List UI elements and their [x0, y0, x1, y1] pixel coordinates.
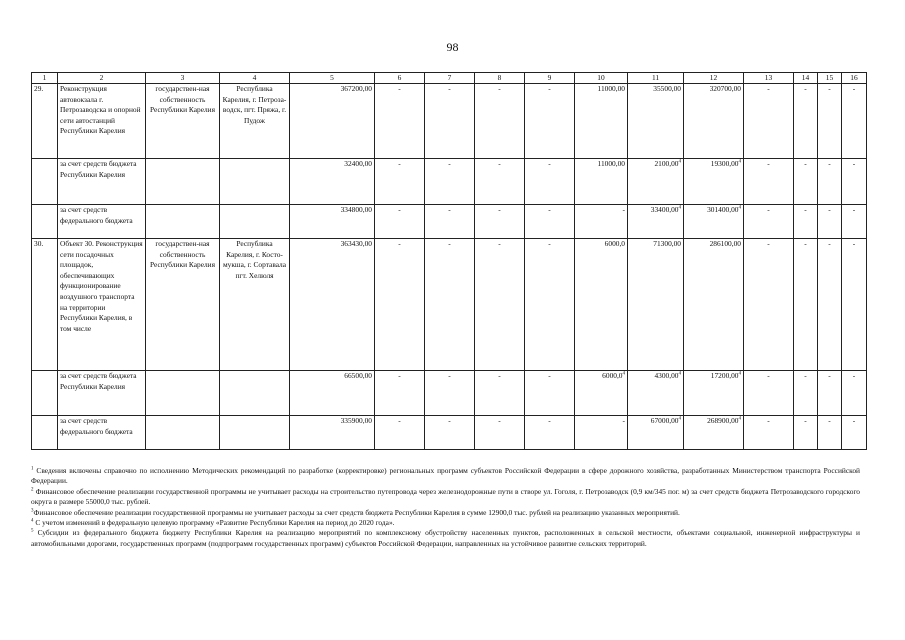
page-number: 98	[446, 40, 459, 54]
cell-text: 67000,00	[650, 416, 679, 425]
table-cell	[220, 239, 290, 371]
column-number-header: 3	[146, 73, 220, 84]
footnote	[31, 518, 860, 528]
table-cell	[842, 371, 867, 416]
table-cell	[290, 84, 375, 159]
column-number-header: 13	[744, 73, 794, 84]
table-cell	[684, 239, 744, 371]
cell-text: -	[804, 84, 807, 93]
column-number-header: 14	[794, 73, 818, 84]
footnote-number: 1	[31, 466, 34, 472]
cell-text: -	[548, 239, 551, 248]
cell-text: -	[398, 159, 401, 168]
cell-text: -	[767, 416, 770, 425]
cell-text: 29.	[34, 84, 44, 93]
footnote-text: Финансовое обеспечение реализации государственной программы не учитывает расходы на строительство путепровода через железнодорожные пути в створе ул. Гоголя, г. Петрозаводск (0,9 км/345 пог. м) за счет средств бюджета Петрозаводского городского округа в размере 55000,0 тыс. рублей.	[31, 486, 860, 507]
cell-text: -	[828, 239, 831, 248]
cell-text: 320700,00	[709, 84, 741, 93]
table-cell	[32, 205, 58, 239]
table-cell	[794, 84, 818, 159]
table-cell	[525, 84, 575, 159]
table-cell	[744, 205, 794, 239]
footnote-number: 3	[31, 508, 34, 514]
table-cell	[375, 84, 425, 159]
table-cell	[684, 416, 744, 450]
column-number-header: 2	[58, 73, 146, 84]
cell-text: -	[804, 416, 807, 425]
table-row	[32, 159, 867, 205]
table-cell	[290, 159, 375, 205]
table-cell	[475, 239, 525, 371]
cell-text: 19300,00	[710, 159, 739, 168]
table-cell	[425, 84, 475, 159]
footnote-marker: 4	[738, 371, 741, 377]
cell-text: -	[448, 416, 451, 425]
cell-text: 35500,00	[653, 84, 681, 93]
footnote-text: Субсидии из федерального бюджета бюджету Республики Карелия на реализацию мероприятий по комплексному обустройству населенных пунктов, расположенных в сельской местности, объектами социальной, инженерной инфраструктуры и автомобильными дорогами, государственных программ (подпрограмм государственных программ) субъектов Российской Федерации, направленных на устойчивое развитие сельских территорий.	[31, 528, 860, 548]
footnote	[31, 508, 860, 518]
table-cell	[425, 371, 475, 416]
cell-text: 334800,00	[340, 205, 372, 214]
cell-text: -	[398, 205, 401, 214]
table-cell	[818, 239, 842, 371]
table-cell	[744, 239, 794, 371]
table-cell	[146, 239, 220, 371]
table-cell	[842, 159, 867, 205]
table-cell	[818, 84, 842, 159]
cell-text: -	[767, 159, 770, 168]
cell-text: Объект 30. Реконструкция сети посадочных площадок, обеспечивающих функционирование воздушного транспорта на территории Республики Карелия, в том числе	[60, 239, 143, 333]
table-cell	[575, 239, 628, 371]
table-cell	[475, 371, 525, 416]
cell-text: 11000,00	[597, 159, 625, 168]
table-cell	[842, 416, 867, 450]
table-row	[32, 416, 867, 450]
cell-text: Республика Карелия, г. Петроза-водск, пгт. Пряжа, г. Пудож	[222, 84, 287, 125]
table-cell	[32, 416, 58, 450]
footnote-marker: 4	[678, 205, 681, 211]
cell-text: -	[448, 84, 451, 93]
column-number-header: 11	[628, 73, 684, 84]
cell-text: -	[767, 371, 770, 380]
cell-text: -	[828, 371, 831, 380]
table-cell	[220, 205, 290, 239]
cell-text: 2100,00	[654, 159, 679, 168]
table-cell	[58, 84, 146, 159]
footnote-marker: 4	[678, 371, 681, 377]
cell-text: 367200,00	[340, 84, 372, 93]
cell-text: -	[498, 416, 501, 425]
table-cell	[58, 159, 146, 205]
table-cell	[575, 371, 628, 416]
cell-text: -	[852, 416, 856, 425]
table-cell	[58, 239, 146, 371]
footnote-marker: 4	[738, 416, 741, 422]
table-cell	[842, 205, 867, 239]
table-cell	[375, 371, 425, 416]
cell-text: -	[852, 239, 856, 248]
table-cell	[375, 159, 425, 205]
footnote-number: 4	[31, 518, 34, 524]
footnote	[31, 487, 860, 508]
table-cell	[525, 416, 575, 450]
table-cell	[58, 371, 146, 416]
column-number-header: 10	[575, 73, 628, 84]
footnote	[31, 528, 860, 549]
cell-text: 71300,00	[653, 239, 681, 248]
cell-text: -	[398, 84, 401, 93]
table-cell	[818, 205, 842, 239]
column-number-header: 5	[290, 73, 375, 84]
cell-text: -	[852, 84, 856, 93]
cell-text: 66500,00	[344, 371, 372, 380]
cell-text: -	[804, 239, 807, 248]
cell-text: -	[548, 84, 551, 93]
table-cell	[475, 416, 525, 450]
cell-text: -	[622, 205, 625, 214]
table-cell	[425, 205, 475, 239]
table-cell	[794, 159, 818, 205]
footnote-marker: 4	[622, 371, 625, 377]
footnote-text: С учетом изменений в федеральную целевую программу «Развитие Республики Карелия на период до 2020 года».	[33, 518, 395, 528]
cell-text: -	[548, 159, 551, 168]
table-cell	[290, 205, 375, 239]
cell-text: -	[828, 159, 831, 168]
table-cell	[425, 416, 475, 450]
footnote-marker: 4	[678, 416, 681, 422]
table-cell	[525, 371, 575, 416]
table-cell	[575, 84, 628, 159]
footnote-number: 2	[31, 487, 34, 493]
table-cell	[290, 239, 375, 371]
table-row	[32, 239, 867, 371]
table-cell	[684, 159, 744, 205]
cell-text: -	[448, 371, 451, 380]
table-cell	[32, 84, 58, 159]
cell-text: за счет средств бюджета Республики Карелия	[60, 159, 137, 179]
table-cell	[818, 159, 842, 205]
table-cell	[220, 159, 290, 205]
table-cell	[220, 84, 290, 159]
table-cell	[475, 84, 525, 159]
column-number-header: 6	[375, 73, 425, 84]
cell-text: за счет средств федерального бюджета	[60, 416, 133, 436]
footnote-text: Сведения включены справочно по исполнению Методических рекомендаций по разработке (корректировке) региональных программ субъектов Российской Федерации в сфере дорожного хозяйства, разработанных Министерством транспорта Российской Федерации.	[31, 466, 860, 486]
cell-text: -	[448, 239, 451, 248]
cell-text: 17200,00	[710, 371, 739, 380]
cell-text: -	[548, 416, 551, 425]
table-cell	[575, 159, 628, 205]
table-cell	[744, 159, 794, 205]
table-cell	[425, 239, 475, 371]
table-cell	[375, 205, 425, 239]
column-number-header: 16	[842, 73, 867, 84]
footnote-marker: 4	[738, 205, 741, 211]
table-cell	[290, 371, 375, 416]
cell-text: -	[622, 416, 625, 425]
table-cell	[146, 416, 220, 450]
cell-text: 268900,00	[707, 416, 739, 425]
cell-text: 30.	[34, 239, 44, 248]
cell-text: -	[498, 159, 501, 168]
table-cell	[375, 239, 425, 371]
table-cell	[744, 371, 794, 416]
table-cell	[684, 205, 744, 239]
cell-text: 33400,00	[650, 205, 679, 214]
table-cell	[818, 416, 842, 450]
cell-text: -	[548, 371, 551, 380]
table-cell	[32, 159, 58, 205]
column-number-header: 1	[32, 73, 58, 84]
column-number-header: 4	[220, 73, 290, 84]
cell-text: -	[498, 239, 501, 248]
table-cell	[794, 371, 818, 416]
cell-text: -	[448, 159, 451, 168]
footnote-marker: 4	[678, 159, 681, 165]
cell-text: -	[498, 371, 501, 380]
table-row	[32, 371, 867, 416]
table-cell	[146, 371, 220, 416]
table-cell	[818, 371, 842, 416]
cell-text: -	[498, 205, 501, 214]
table-cell	[220, 371, 290, 416]
table-cell	[628, 371, 684, 416]
table-row	[32, 205, 867, 239]
cell-text: государствен-ная собственность Республики Карелия	[149, 239, 216, 270]
cell-text: 4300,00	[654, 371, 679, 380]
footnotes	[31, 466, 860, 549]
cell-text: -	[767, 84, 770, 93]
table-cell	[794, 416, 818, 450]
table-cell	[58, 416, 146, 450]
cell-text: -	[498, 84, 501, 93]
table-cell	[744, 416, 794, 450]
table-cell	[146, 84, 220, 159]
cell-text: -	[767, 239, 770, 248]
table-cell	[425, 159, 475, 205]
footnote	[31, 466, 860, 487]
footnote-marker: 4	[738, 159, 741, 165]
table-cell	[475, 159, 525, 205]
table-cell	[525, 205, 575, 239]
column-number-header: 8	[475, 73, 525, 84]
table-cell	[475, 205, 525, 239]
cell-text: -	[828, 84, 831, 93]
cell-text: 6000,0	[604, 239, 625, 248]
table-header-row	[32, 73, 867, 84]
table-cell	[575, 205, 628, 239]
table-cell	[146, 159, 220, 205]
table-cell	[794, 205, 818, 239]
table-cell	[794, 239, 818, 371]
column-number-header: 15	[818, 73, 842, 84]
table-cell	[684, 84, 744, 159]
cell-text: Республика Карелия, г. Косто-мукша, г. Сортавала пгт. Хелюля	[222, 239, 287, 280]
footnote-number: 5	[31, 528, 34, 534]
cell-text: -	[548, 205, 551, 214]
table-cell	[684, 371, 744, 416]
cell-text: -	[828, 416, 831, 425]
table-cell	[290, 416, 375, 450]
cell-text: за счет средств федерального бюджета	[60, 205, 133, 225]
table-cell	[628, 84, 684, 159]
column-number-header: 12	[684, 73, 744, 84]
column-number-header: 7	[425, 73, 475, 84]
cell-text: -	[804, 205, 807, 214]
cell-text: за счет средств бюджета Республики Карелия	[60, 371, 137, 391]
cell-text: 32400,00	[344, 159, 372, 168]
table-cell	[220, 416, 290, 450]
table-cell	[628, 239, 684, 371]
cell-text: 286100,00	[709, 239, 741, 248]
table-cell	[146, 205, 220, 239]
cell-text: 335900,00	[340, 416, 372, 425]
cell-text: -	[448, 205, 451, 214]
table-cell	[32, 239, 58, 371]
cell-text: -	[398, 416, 401, 425]
table-cell	[628, 416, 684, 450]
cell-text: -	[804, 159, 807, 168]
table-cell	[58, 205, 146, 239]
cell-text: -	[398, 239, 401, 248]
cell-text: государствен-ная собственность Республики Карелия	[149, 84, 216, 115]
column-number-header: 9	[525, 73, 575, 84]
table-cell	[375, 416, 425, 450]
table-cell	[32, 371, 58, 416]
table-cell	[525, 239, 575, 371]
table-cell	[842, 239, 867, 371]
budget-table	[31, 72, 867, 450]
cell-text: 11000,00	[597, 84, 625, 93]
table-cell	[744, 84, 794, 159]
table-cell	[628, 205, 684, 239]
footnote-text: Финансовое обеспечение реализации государственной программы не учитывает расходы за счет средств бюджета Республики Карелия в сумме 12900,0 тыс. рублей на реализацию указанных мероприятий.	[33, 507, 680, 517]
cell-text: 301400,00	[707, 205, 739, 214]
cell-text: -	[852, 159, 856, 168]
table-cell	[575, 416, 628, 450]
table-cell	[628, 159, 684, 205]
cell-text: 6000,0	[602, 371, 623, 380]
table-cell	[525, 159, 575, 205]
cell-text: -	[828, 205, 831, 214]
cell-text: -	[398, 371, 401, 380]
cell-text: -	[767, 205, 770, 214]
table-cell	[842, 84, 867, 159]
cell-text: Реконструкция автовокзала г. Петрозаводска и опорной сети автостанций Республики Карелия	[60, 84, 141, 136]
cell-text: 363430,00	[340, 239, 372, 248]
cell-text: -	[804, 371, 807, 380]
cell-text: -	[852, 371, 856, 380]
cell-text: -	[852, 205, 856, 214]
table-row	[32, 84, 867, 159]
